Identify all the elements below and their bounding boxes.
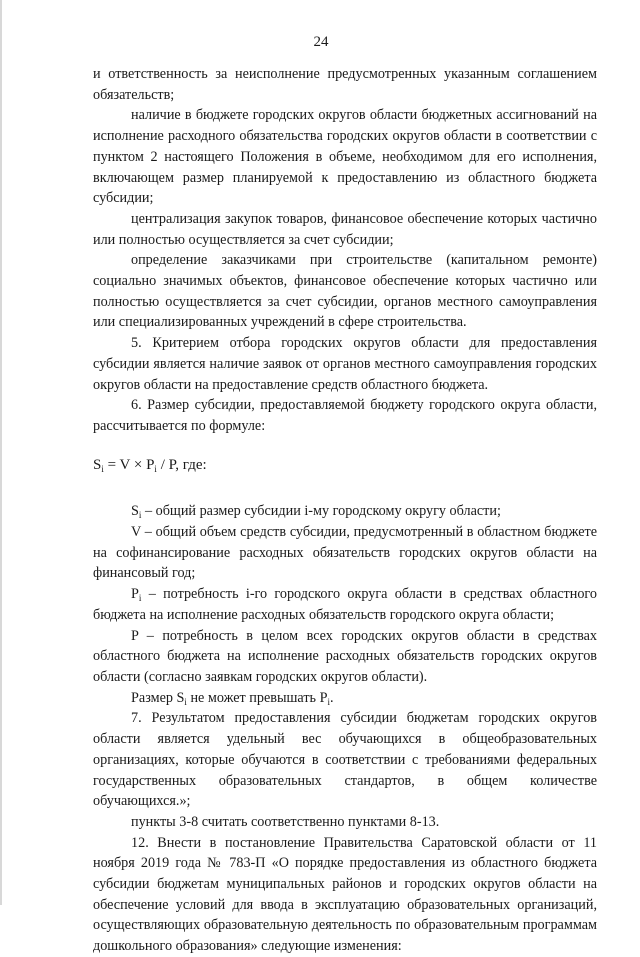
document-body [93,64,597,957]
constraint-part-a: Размер S [131,689,185,706]
subsidy-formula [93,455,597,476]
paragraph-budget-allocations: наличие в бюджете городских округов области бюджетных ассигнований на исполнение расходного обязательства городских округов области в соответствии с пунктом 2 настоящего Положения в объеме, необходимом для его исполнения, включающем размер планируемой к предоставлению из областного бюджета субсидии; [93,107,597,207]
paragraph-item-6: 6. Размер субсидии, предоставляемой бюджету городского округа области, рассчитывается по формуле: [93,397,597,434]
constraint-sub-1: i [184,696,187,707]
constraint-part-b: не может превышать P [186,689,328,706]
paragraph-renumber: пункты 3-8 считать соответственно пунктами 8-13. [131,813,440,830]
definition-p: P – потребность в целом всех городских округов области в средствах областного бюджета на исполнение расходных обязательств городских округов области (согласно заявкам городских округов области). [93,627,597,685]
paragraph-customer-definition: определение заказчиками при строительстве (капитальном ремонте) социально значимых объектов, финансовое обеспечение которых частично или полностью осуществляется за счет субсидии, органов местного самоуправления или специализированных учреждений в сфере строительства. [93,252,597,331]
page-number: 24 [313,34,329,50]
constraint-sub-2: i [327,696,330,707]
constraint-part-c: . [329,689,334,706]
formula-sub-1: i [101,463,104,474]
definition-pi-symbol: P [131,586,139,603]
paragraph-item-12: 12. Внести в постановление Правительства Саратовской области от 11 ноября 2019 года № 783-П «О порядке предоставления из областного бюджета субсидии бюджетам муниципальных районов и городских округов области на обеспечение условий для ввода в эксплуатацию образовательных организаций, осуществляющих образовательную деятельность по образовательным программам дошкольного образования» следующие изменения: [93,834,597,955]
paragraph-centralized-procurement: централизация закупок товаров, финансовое обеспечение которых частично или полностью осуществляется за счет субсидии; [93,210,597,248]
paragraph-item-7: 7. Результатом предоставления субсидии бюджетам городских округов области является удельный вес обучающихся в общеобразовательных организациях, которые обучаются в соответствии с требованиями федеральных государственных образовательных стандартов, в общем количестве обучающихся.»; [93,710,597,810]
definition-si-sub: i [138,510,142,521]
definition-si-text: – общий размер субсидии i-му городскому округу области; [141,503,501,520]
definition-pi-sub: i [138,593,142,604]
formula-part-b: = V × P [103,456,155,473]
formula-part-a: S [93,456,102,473]
definition-si [93,501,597,522]
definition-pi-text: – потребность i-го городского округа области в средствах областного бюджета на исполнение расходных обязательств городского округа области; [93,586,597,623]
constraint-si [93,688,597,709]
formula-sub-2: i [154,463,157,474]
paragraph-item-5: 5. Критерием отбора городских округов области для предоставления субсидии является наличие заявок от органов местного самоуправления городских округов области на предоставление средств областного бюджета. [93,335,597,393]
paragraph-liability: и ответственность за неисполнение предусмотренных указанным соглашением обязательств; [93,66,597,103]
definition-si-symbol: S [131,503,139,520]
formula-part-c: / P, где: [156,456,207,473]
definition-v: V – общий объем средств субсидии, предусмотренный в областном бюджете на софинансирование расходных обязательств городских округов области на финансовый год; [93,524,597,582]
definition-pi [93,584,597,625]
